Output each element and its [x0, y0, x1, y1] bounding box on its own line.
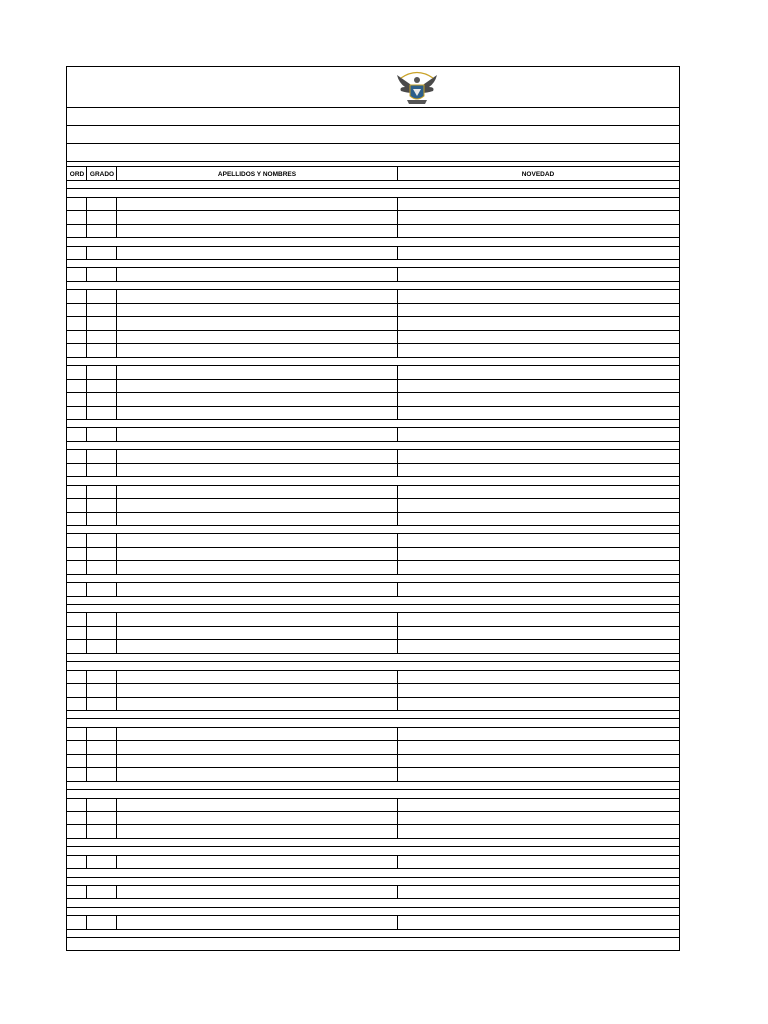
row-divider [67, 582, 679, 583]
cell-divider [397, 885, 398, 898]
cell-divider [86, 512, 87, 525]
cell-divider [397, 855, 398, 868]
row-divider [67, 718, 679, 719]
cell-divider [116, 343, 117, 357]
row-divider [67, 653, 679, 654]
row-divider [67, 525, 679, 526]
row-divider [67, 877, 679, 878]
cell-divider [86, 824, 87, 838]
row-divider [67, 289, 679, 290]
cell-divider [397, 246, 398, 259]
cell-divider [397, 767, 398, 781]
cell-divider [397, 612, 398, 626]
cell-divider [86, 697, 87, 710]
cell-divider [86, 740, 87, 754]
cell-divider [116, 582, 117, 596]
row-divider [67, 740, 679, 741]
cell-divider [397, 330, 398, 343]
row-divider [67, 476, 679, 477]
cell-divider [86, 303, 87, 316]
row-divider [67, 316, 679, 317]
cell-divider [397, 343, 398, 357]
row-divider [67, 868, 679, 869]
police-emblem-icon [395, 69, 439, 107]
row-divider [67, 929, 679, 930]
cell-divider [86, 379, 87, 392]
cell-divider [397, 498, 398, 512]
cell-divider [116, 463, 117, 476]
cell-divider [116, 316, 117, 330]
row-divider [67, 907, 679, 908]
cell-divider [86, 885, 87, 898]
row-divider [67, 365, 679, 366]
cell-divider [86, 915, 87, 929]
cell-divider [86, 560, 87, 574]
cell-divider [397, 449, 398, 463]
cell-divider [116, 365, 117, 379]
cell-divider [397, 316, 398, 330]
cell-divider [116, 289, 117, 303]
cell-divider [86, 626, 87, 639]
row-divider [67, 406, 679, 407]
cell-divider [397, 463, 398, 476]
cell-divider [116, 449, 117, 463]
header-grado: GRADO [89, 171, 115, 178]
cell-divider [86, 224, 87, 237]
row-divider [67, 604, 679, 605]
row-divider [67, 498, 679, 499]
cell-divider [86, 639, 87, 653]
cell-divider [116, 224, 117, 237]
cell-divider [397, 289, 398, 303]
cell-divider [397, 303, 398, 316]
cell-divider [86, 330, 87, 343]
row-divider [67, 661, 679, 662]
row-divider [67, 485, 679, 486]
row-divider [67, 885, 679, 886]
cell-divider [397, 824, 398, 838]
cell-divider [397, 811, 398, 824]
cell-divider [397, 639, 398, 653]
row-divider [67, 259, 679, 260]
cell-divider [86, 582, 87, 596]
cell-divider [116, 855, 117, 868]
cell-divider [397, 740, 398, 754]
cell-divider [86, 767, 87, 781]
cell-divider [86, 246, 87, 259]
row-divider [67, 639, 679, 640]
row-divider [67, 267, 679, 268]
cell-divider [116, 612, 117, 626]
cell-divider [86, 449, 87, 463]
cell-divider [116, 533, 117, 547]
row-divider [67, 767, 679, 768]
cell-divider [116, 670, 117, 683]
cell-divider [116, 915, 117, 929]
row-divider [67, 197, 679, 198]
cell-divider [116, 406, 117, 419]
cell-divider [116, 330, 117, 343]
cell-divider [86, 427, 87, 441]
row-divider [67, 846, 679, 847]
cell-divider [116, 885, 117, 898]
cell-divider [86, 316, 87, 330]
header-novedad: NOVEDAD [521, 171, 555, 178]
cell-divider [116, 392, 117, 406]
row-divider [67, 838, 679, 839]
cell-divider [116, 740, 117, 754]
cell-divider [116, 798, 117, 811]
cell-divider [397, 697, 398, 710]
cell-divider [116, 303, 117, 316]
cell-divider [116, 727, 117, 740]
row-divider [67, 449, 679, 450]
row-divider [67, 343, 679, 344]
cell-divider [86, 670, 87, 683]
cell-divider [116, 683, 117, 697]
cell-divider [397, 224, 398, 237]
cell-divider [397, 392, 398, 406]
cell-divider [116, 547, 117, 560]
cell-divider [86, 392, 87, 406]
row-divider [67, 596, 679, 597]
row-divider [67, 798, 679, 799]
cell-divider [397, 754, 398, 767]
cell-divider [86, 267, 87, 281]
cell-divider [397, 670, 398, 683]
row-divider [67, 855, 679, 856]
row-divider [67, 781, 679, 782]
cell-divider [86, 754, 87, 767]
cell-divider [397, 727, 398, 740]
cell-divider [397, 197, 398, 210]
row-divider [67, 670, 679, 671]
cell-divider [397, 533, 398, 547]
row-divider [67, 246, 679, 247]
cell-divider [397, 915, 398, 929]
cell-divider [86, 289, 87, 303]
cell-divider [116, 811, 117, 824]
row-divider [67, 512, 679, 513]
cell-divider [116, 498, 117, 512]
cell-divider [116, 560, 117, 574]
row-divider [67, 303, 679, 304]
cell-divider [86, 197, 87, 210]
cell-divider [116, 639, 117, 653]
row-divider [67, 210, 679, 211]
cell-divider [86, 463, 87, 476]
row-divider [67, 237, 679, 238]
row-divider [67, 898, 679, 899]
cell-divider [86, 683, 87, 697]
cell-divider [116, 379, 117, 392]
cell-divider [397, 512, 398, 525]
cell-divider [397, 626, 398, 639]
cell-divider [86, 547, 87, 560]
cell-divider [397, 485, 398, 498]
row-divider [67, 419, 679, 420]
row-divider [67, 937, 679, 938]
cell-divider [86, 498, 87, 512]
row-divider [67, 710, 679, 711]
cell-divider [116, 512, 117, 525]
cell-divider [86, 406, 87, 419]
cell-divider [397, 560, 398, 574]
row-divider [67, 574, 679, 575]
row-divider [67, 281, 679, 282]
row-divider [67, 811, 679, 812]
row-divider [67, 612, 679, 613]
cell-divider [116, 246, 117, 259]
row-divider [67, 754, 679, 755]
row-divider [67, 626, 679, 627]
cell-divider [397, 427, 398, 441]
cell-divider [397, 582, 398, 596]
cell-divider [116, 697, 117, 710]
header-ord: ORD [69, 171, 85, 178]
row-divider [67, 441, 679, 442]
row-divider [67, 727, 679, 728]
row-divider [67, 379, 679, 380]
roster-sheet [66, 66, 680, 951]
row-divider [67, 560, 679, 561]
row-divider [67, 188, 679, 189]
cell-divider [86, 210, 87, 224]
cell-divider [86, 533, 87, 547]
cell-divider [116, 210, 117, 224]
cell-divider [86, 855, 87, 868]
cell-divider [86, 485, 87, 498]
row-divider [67, 789, 679, 790]
cell-divider [397, 547, 398, 560]
row-divider [67, 533, 679, 534]
cell-divider [397, 379, 398, 392]
cell-divider [397, 683, 398, 697]
cell-divider [116, 626, 117, 639]
cell-divider [116, 767, 117, 781]
cell-divider [86, 811, 87, 824]
row-divider [67, 330, 679, 331]
cell-divider [86, 612, 87, 626]
row-divider [67, 392, 679, 393]
row-divider [67, 547, 679, 548]
cell-divider [397, 210, 398, 224]
row-divider [67, 915, 679, 916]
row-divider [67, 224, 679, 225]
cell-divider [116, 267, 117, 281]
cell-divider [397, 798, 398, 811]
cell-divider [86, 727, 87, 740]
cell-divider [116, 427, 117, 441]
row-divider [67, 463, 679, 464]
cell-divider [116, 754, 117, 767]
row-divider [67, 357, 679, 358]
cell-divider [116, 485, 117, 498]
row-divider [67, 697, 679, 698]
cell-divider [397, 365, 398, 379]
cell-divider [397, 267, 398, 281]
header-apellidos-nombres: APELLIDOS Y NOMBRES [217, 171, 297, 178]
cell-divider [86, 798, 87, 811]
cell-divider [116, 824, 117, 838]
cell-divider [116, 197, 117, 210]
cell-divider [86, 343, 87, 357]
row-divider [67, 427, 679, 428]
cell-divider [397, 406, 398, 419]
row-divider [67, 683, 679, 684]
row-divider [67, 824, 679, 825]
cell-divider [86, 365, 87, 379]
